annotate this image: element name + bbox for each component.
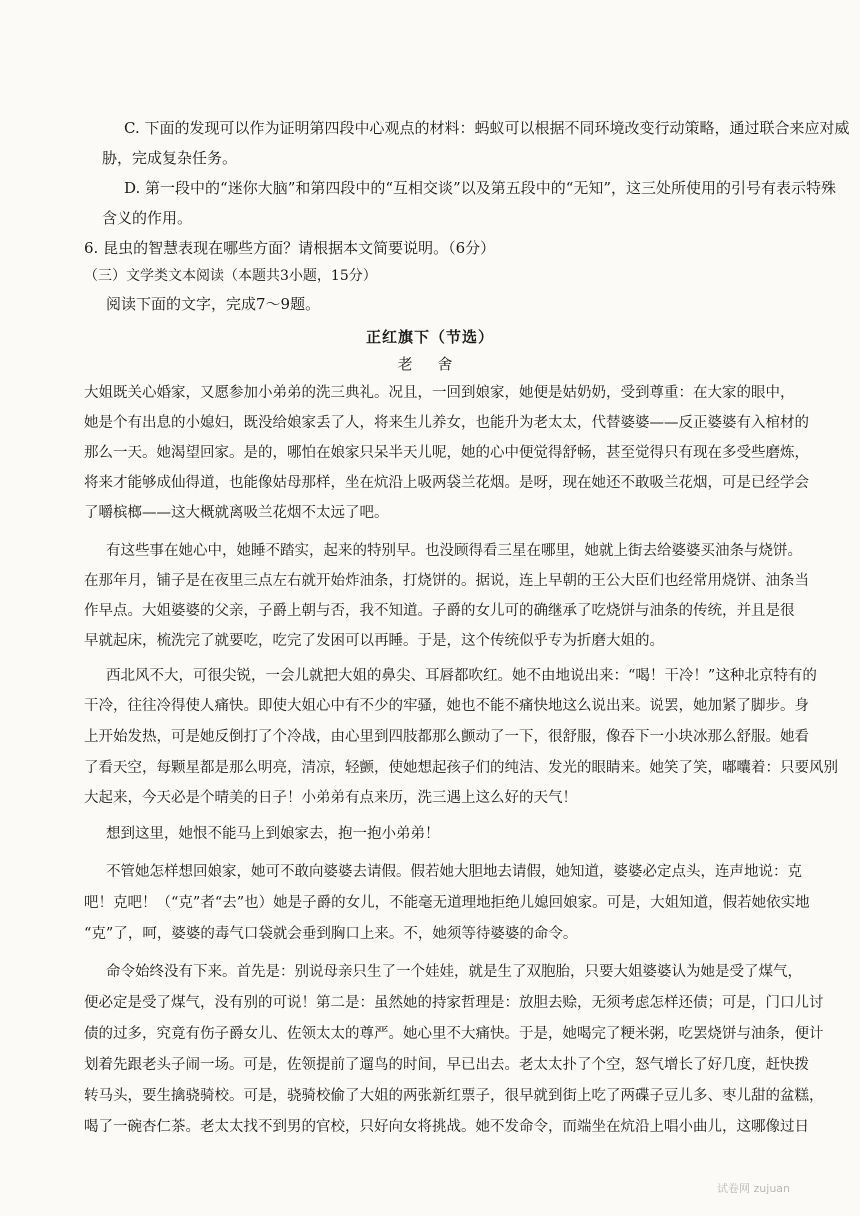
watermark: 试卷网 zujuan	[717, 1182, 790, 1195]
passage-line: 西北风不大，可很尖锐，一会儿就把大姐的鼻尖、耳唇都吹红。她不由地说出来：“喝！干冷！”这种北京特有的	[106, 668, 817, 684]
passage-line: 大起来，今天必是个晴美的日子！小弟弟有点来历，洗三遇上这么好的天气！	[84, 790, 577, 806]
option-d-line-2: 含义的作用。	[102, 209, 193, 227]
passage-line: 有这些事在她心中，她睡不踏实，起来的特别早。也没顾得看三星在哪里，她就上街去给婆婆买油条与烧饼。	[106, 543, 802, 559]
passage-line: 转马头，要生擒骁骑校。可是，骁骑校偷了大姐的两张新红票子，很早就到街上吃了两碟子豆儿多、枣儿甜的盆糕，	[84, 1088, 824, 1104]
option-c-line-2: 胁，完成复杂任务。	[102, 149, 238, 167]
passage-line: 划着先跟老头子闹一场。可是，佐领提前了遛鸟的时间，早已出去。老太太扑了个空，怒气增长了好几度，赶快拨	[84, 1057, 809, 1073]
passage-line: 债的过多，究竟有伤子爵女儿、佐领太太的尊严。她心里不大痛快。于是，她喝完了粳米粥，吃罢烧饼与油条，便计	[84, 1026, 824, 1042]
option-c-line-1: C. 下面的发现可以作为证明第四段中心观点的材料：蚂蚁可以根据不同环境改变行动策略，通过联合来应对威	[124, 119, 850, 137]
passage-line: 大姐既关心婚家，又愿参加小弟弟的洗三典礼。况且，一回到娘家，她便是姑奶奶，受到尊重：在大家的眼中，	[84, 385, 795, 401]
passage-line: 那么一天。她渴望回家。是的，哪怕在娘家只呆半天儿呢，她的心中便觉得舒畅，甚至觉得只有现在多受些磨炼，	[84, 445, 809, 461]
passage-line: 想到这里，她恨不能马上到娘家去，抱一抱小弟弟！	[106, 826, 440, 842]
reading-instruction: 阅读下面的文字，完成7～9题。	[106, 295, 321, 313]
passage-line: 了看天空，每颗星都是那么明亮，清凉，轻颤，使她想起孩子们的纯洁、发光的眼睛来。她笑了笑，嘟囔着：只要风别	[84, 760, 838, 776]
passage-line: 吧！克吧！（“克”者“去”也）她是子爵的女儿，不能毫无道理地拒绝儿媳回娘家。可是，大姐知道，假若她依实地	[84, 895, 810, 911]
passage-line: 作早点。大姐婆婆的父亲，子爵上朝与否，我不知道。子爵的女儿可的确继承了吃烧饼与油条的传统，并且是很	[84, 603, 795, 619]
passage-line: 早就起床，梳洗完了就要吃，吃完了发困可以再睡。于是，这个传统似乎专为折磨大姐的。	[84, 633, 664, 649]
passage-author: 老 舍	[397, 355, 463, 373]
passage-line: 她是个有出息的小媳妇，既没给娘家丢了人，将来生儿养女，也能升为老太太，代替婆婆——反正婆婆有入棺材的	[84, 415, 809, 431]
passage-line: 不管她怎样想回娘家，她可不敢向婆婆去请假。假若她大胆地去请假，她知道，婆婆必定点头，连声地说：克	[106, 864, 802, 880]
passage-line: 在那年月，铺子是在夜里三点左右就开始炸油条，打烧饼的。据说，连上早朝的王公大臣们也经常用烧饼、油条当	[84, 573, 809, 589]
passage-line: 喝了一碗杏仁茶。老太太找不到男的官校，只好向女将挑战。她不发命令，而端坐在炕沿上唱小曲儿，这哪像过日	[84, 1119, 809, 1135]
passage-title: 正红旗下（节选）	[365, 328, 494, 346]
passage-line: “克”了，呵，婆婆的毒气口袋就会垂到胸口上来。不，她须等待婆婆的命令。	[84, 926, 578, 942]
passage-line: 命令始终没有下来。首先是：别说母亲只生了一个娃娃，就是生了双胞胎，只要大姐婆婆认为她是受了煤气，	[106, 964, 802, 980]
passage-line: 便必定是受了煤气，没有别的可说！第二是：虽然她的持家哲理是：放胆去赊，无须考虑怎样还债；可是，门口儿讨	[84, 995, 824, 1011]
passage-line: 将来才能够成仙得道，也能像姑母那样，坐在炕沿上吸两袋兰花烟。是呀，现在她还不敢吸兰花烟，可是已经学会	[84, 475, 809, 491]
passage-line: 上开始发热，可是她反倒打了个冷战，由心里到四肢都那么颤动了一下，很舒服，像吞下一小块冰那么舒服。她看	[84, 729, 809, 745]
passage-line: 了嚼槟榔——这大概就离吸兰花烟不太远了吧。	[84, 505, 389, 521]
option-d-line-1: D. 第一段中的“迷你大脑”和第四段中的“互相交谈”以及第五段中的“无知”，这三处所使用的引号有表示特殊	[124, 179, 837, 197]
question-6: 6. 昆虫的智慧表现在哪些方面？请根据本文简要说明。（6分）	[84, 239, 496, 257]
section-header: （三）文学类文本阅读（本题共3小题，15分）	[84, 268, 377, 284]
passage-line: 干冷，往往冷得使人痛快。即使大姐心中有不少的牢骚，她也不能不痛快地这么说出来。说罢，她加紧了脚步。身	[84, 698, 809, 714]
